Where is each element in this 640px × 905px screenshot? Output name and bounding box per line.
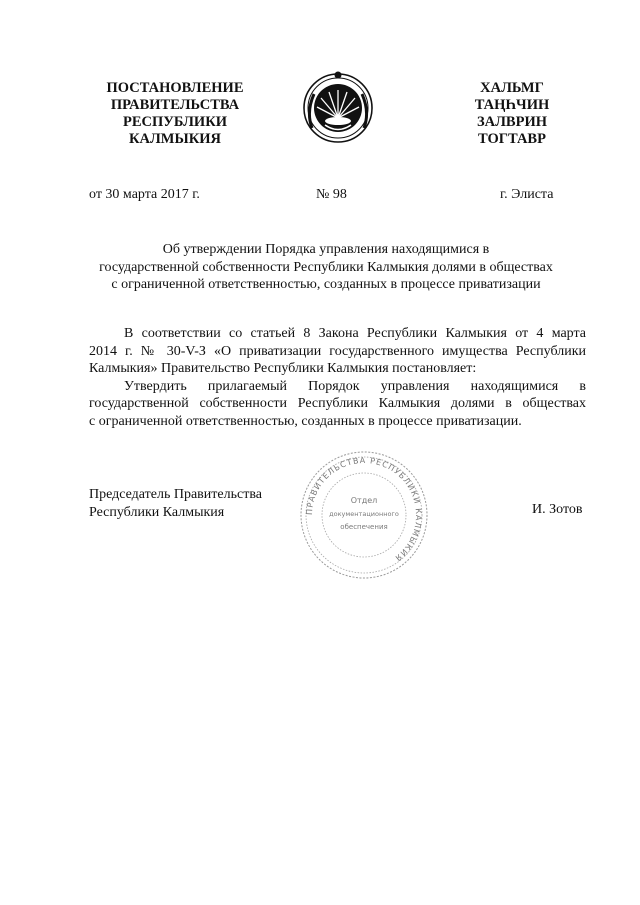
stamp-ring-text: ПРАВИТЕЛЬСТВА РЕСПУБЛИКИ КАЛМЫКИЯ: [304, 455, 424, 564]
stamp-center-line: документационного: [329, 510, 399, 518]
body-line: Калмыкия» Правительство Республики Калмыкия постановляет:: [89, 361, 477, 377]
header-right-line: ТОГТАВР: [478, 131, 546, 147]
header-left-block: [90, 80, 260, 148]
header-right-block: [452, 80, 572, 148]
document-city: г. Элиста: [500, 187, 554, 202]
office-stamp: [298, 449, 430, 581]
subject-line: Об утверждении Порядка управления находящимися в: [162, 242, 490, 257]
header-right-line: ЗАЛВРИН: [476, 114, 547, 130]
document-date: от 30 марта 2017 г.: [89, 187, 200, 202]
body-line: государственной собственности Республики Калмыкия долями в обществах: [89, 396, 586, 412]
body-line: с ограниченной ответственностью, созданных в процессе приватизации.: [89, 413, 522, 429]
stamp-center-line: обеспечения: [340, 523, 388, 531]
signatory-title: [89, 486, 262, 522]
body-line: Утвердить прилагаемый Порядок управления находящимися в: [124, 378, 586, 394]
document-body: [89, 325, 586, 431]
header-left-line: ПОСТАНОВЛЕНИЕ: [106, 80, 244, 96]
header-right-line: ХАЛЬМГ: [480, 80, 544, 96]
body-line: В соответствии со статьей 8 Закона Республики Калмыкия от 4 марта: [124, 326, 586, 341]
body-line: 2014 г. № 30-V-З «О приватизации государственного имущества Республики: [89, 343, 586, 359]
subject-line: государственной собственности Республики Калмыкия долями в обществах: [99, 259, 553, 275]
signatory-title-line: Республики Калмыкия: [89, 505, 225, 520]
header-right-line: ТАҢҺЧИН: [474, 97, 550, 113]
document-number: № 98: [316, 187, 347, 202]
document-subject: [78, 241, 574, 294]
subject-line: с ограниченной ответственностью, созданных в процессе приватизации: [111, 277, 541, 292]
kalmykia-coat-of-arms-icon: [302, 70, 374, 146]
header-left-line: РЕСПУБЛИКИ: [122, 114, 228, 130]
header-left-line: ПРАВИТЕЛЬСТВА: [110, 97, 240, 113]
signatory-name: И. Зотов: [532, 502, 583, 517]
stamp-center-line: Отдел: [350, 496, 378, 505]
signatory-title-line: Председатель Правительства: [89, 487, 262, 502]
header-left-line: КАЛМЫКИЯ: [129, 131, 221, 147]
